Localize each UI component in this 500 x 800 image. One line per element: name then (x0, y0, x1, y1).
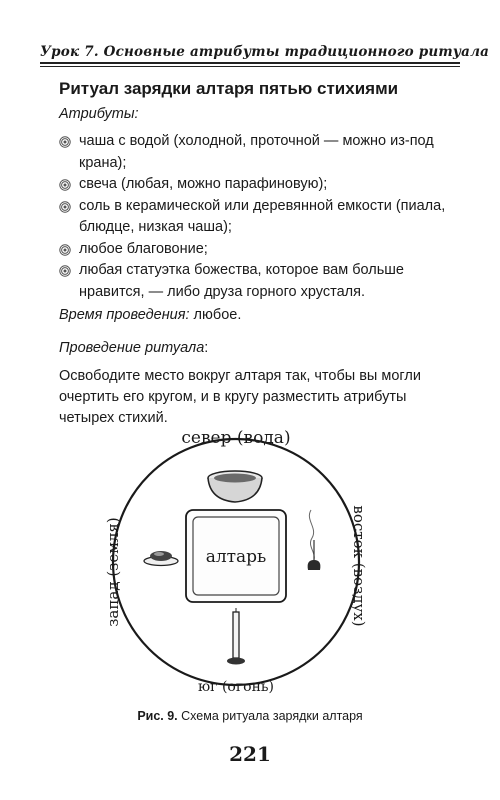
section-title: Ритуал зарядки алтаря пятью стихиями (59, 79, 399, 98)
altar-diagram (0, 420, 500, 710)
running-head: Урок 7. Основные атрибуты традиционного ритуала (40, 44, 490, 60)
caption-text: Схема ритуала зарядки алтаря (181, 709, 363, 723)
north-label: север (вода) (181, 428, 291, 448)
list-item (59, 196, 451, 239)
salt-dish-icon (144, 551, 178, 566)
procedure-label: Проведение ритуала (59, 340, 205, 356)
altar-label: алтарь (205, 547, 267, 567)
circle-bullet-icon (59, 179, 71, 191)
attributes-label: Атрибуты: (59, 106, 139, 122)
attributes-list (59, 131, 451, 303)
east-label: восток (воздух) (350, 505, 368, 627)
circle-bullet-icon (59, 201, 71, 213)
attribute-text: любое благовоние; (79, 240, 208, 257)
attribute-text: соль в керамической или деревянной емкости (пиала, блюдце, низкая чаша); (79, 197, 446, 235)
west-label: запад (земля) (104, 517, 122, 627)
attribute-text: чаша с водой (холодной, проточной — можно из-под крана); (79, 133, 434, 171)
list-item (59, 174, 451, 196)
time-line (59, 307, 241, 323)
page-number: 221 (229, 742, 271, 766)
water-bowl-icon (208, 471, 262, 502)
caption-label: Рис. 9. (137, 709, 178, 723)
circle-bullet-icon (59, 136, 71, 148)
procedure-text: Освободите место вокруг алтаря так, чтобы вы могли очертить его кругом, и в кругу разместить атрибуты четырех стихий. (59, 368, 421, 426)
time-label: Время проведения: (59, 307, 190, 323)
candle-icon (227, 608, 245, 665)
south-label: юг (огонь) (197, 679, 275, 695)
attribute-text: любая статуэтка божества, которое вам больше нравится, — либо друза горного хрусталя. (79, 262, 404, 300)
time-value: любое. (193, 307, 242, 323)
attribute-text: свеча (любая, можно парафиновую); (79, 176, 328, 192)
list-item (59, 239, 451, 261)
list-item (59, 131, 451, 174)
procedure-heading: Проведение ритуала: (59, 340, 209, 356)
incense-icon (308, 510, 321, 570)
header-rule-thin (40, 66, 460, 67)
list-item (59, 260, 451, 303)
circle-bullet-icon (59, 244, 71, 256)
circle-bullet-icon (59, 265, 71, 277)
figure-caption (0, 709, 500, 723)
header-rule (40, 62, 460, 64)
